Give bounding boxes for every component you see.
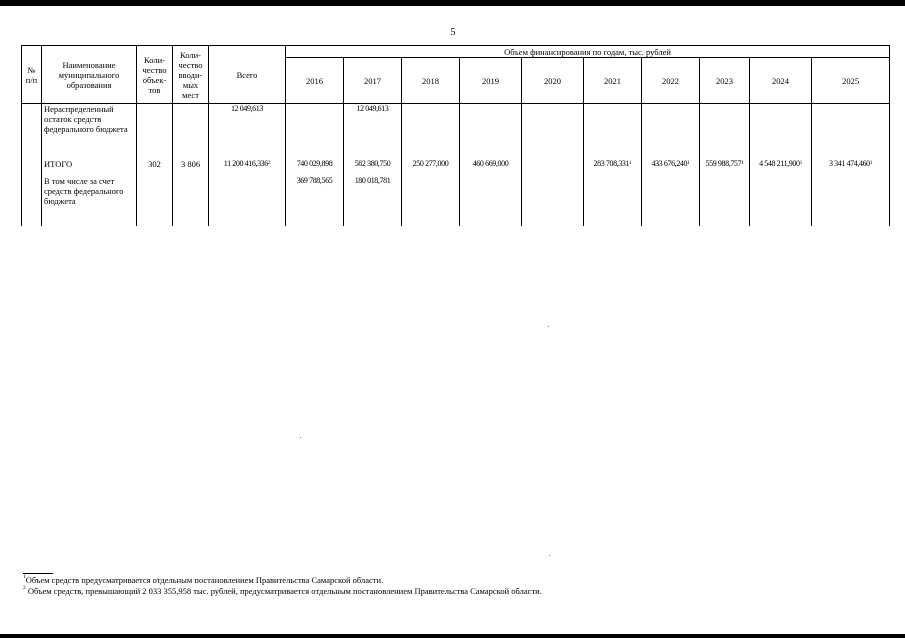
scan-speck xyxy=(300,437,301,438)
header-year: 2021 xyxy=(584,58,642,104)
row-year-value: 12 049,613 xyxy=(344,104,402,156)
header-year: 2022 xyxy=(642,58,700,104)
row-year-value: 283 708,331$^1$ xyxy=(584,156,642,176)
header-name: Наименование муниципального образования xyxy=(42,46,137,104)
row-year-value xyxy=(584,176,642,226)
scan-speck xyxy=(549,555,550,556)
header-year: 2019 xyxy=(460,58,522,104)
row-year-value xyxy=(460,104,522,156)
table-row xyxy=(22,104,890,156)
row-name: В том числе за счет средств федерального бюджета xyxy=(42,176,137,226)
row-year-value xyxy=(642,176,700,226)
row-year-value: 460 669,000 xyxy=(460,156,522,176)
header-funding-group: Объем финансирования по годам, тыс. рублей xyxy=(286,46,890,58)
row-year-value: 4 548 211,900$^1$ xyxy=(750,156,812,176)
row-year-value xyxy=(812,104,890,156)
row-name: Нераспределенный остаток средств федерального бюджета xyxy=(42,104,137,156)
row-year-value xyxy=(522,104,584,156)
row-year-value xyxy=(460,176,522,226)
row-year-value: 582 380,750 xyxy=(344,156,402,176)
row-name: ИТОГО xyxy=(42,156,137,176)
row-year-value: 369 788,565 xyxy=(286,176,344,226)
row-places xyxy=(173,176,209,226)
row-total xyxy=(209,176,286,226)
table-row xyxy=(22,176,890,226)
row-objects xyxy=(137,104,173,156)
row-year-value xyxy=(750,176,812,226)
row-year-value xyxy=(750,104,812,156)
footnote-2: $^2$ Объем средств, превышающий 2 033 355,958 тыс. рублей, предусматривается отдельным постановлением Правительства Самарской области. xyxy=(23,585,542,596)
row-year-value: 559 988,757$^1$ xyxy=(700,156,750,176)
scan-speck xyxy=(548,326,549,327)
header-year: 2017 xyxy=(344,58,402,104)
header-num: № п/п xyxy=(22,46,42,104)
table-row xyxy=(22,156,890,176)
header-total: Всего xyxy=(209,46,286,104)
footnote-separator xyxy=(23,573,53,574)
row-year-value xyxy=(522,156,584,176)
header-year: 2024 xyxy=(750,58,812,104)
row-places: 3 806 xyxy=(173,156,209,176)
row-places xyxy=(173,104,209,156)
financing-table xyxy=(21,45,890,226)
header-places: Коли-чество вводи-мых мест xyxy=(173,46,209,104)
row-objects xyxy=(137,176,173,226)
row-objects: 302 xyxy=(137,156,173,176)
top-border xyxy=(0,0,905,6)
header-objects: Коли-чество объек-тов xyxy=(137,46,173,104)
row-year-value xyxy=(402,104,460,156)
row-total: 12 049,613 xyxy=(209,104,286,156)
row-total: 11 200 416,336$^2$ xyxy=(209,156,286,176)
header-year: 2020 xyxy=(522,58,584,104)
row-year-value: 180 018,781 xyxy=(344,176,402,226)
page-number: 5 xyxy=(450,27,456,38)
row-year-value: 433 676,240$^1$ xyxy=(642,156,700,176)
row-year-value: 3 341 474,460$^1$ xyxy=(812,156,890,176)
row-year-value: 740 029,898 xyxy=(286,156,344,176)
row-year-value xyxy=(700,104,750,156)
header-year: 2023 xyxy=(700,58,750,104)
row-year-value xyxy=(402,176,460,226)
header-year: 2018 xyxy=(402,58,460,104)
footnote-1: $^1$Объем средств предусматривается отдельным постановлением Правительства Самарской области. xyxy=(23,574,384,585)
header-year: 2025 xyxy=(812,58,890,104)
header-year: 2016 xyxy=(286,58,344,104)
row-year-value xyxy=(522,176,584,226)
row-year-value: 250 277,000 xyxy=(402,156,460,176)
row-year-value xyxy=(700,176,750,226)
row-year-value xyxy=(812,176,890,226)
bottom-border xyxy=(0,634,905,638)
row-year-value xyxy=(642,104,700,156)
row-year-value xyxy=(584,104,642,156)
row-year-value xyxy=(286,104,344,156)
